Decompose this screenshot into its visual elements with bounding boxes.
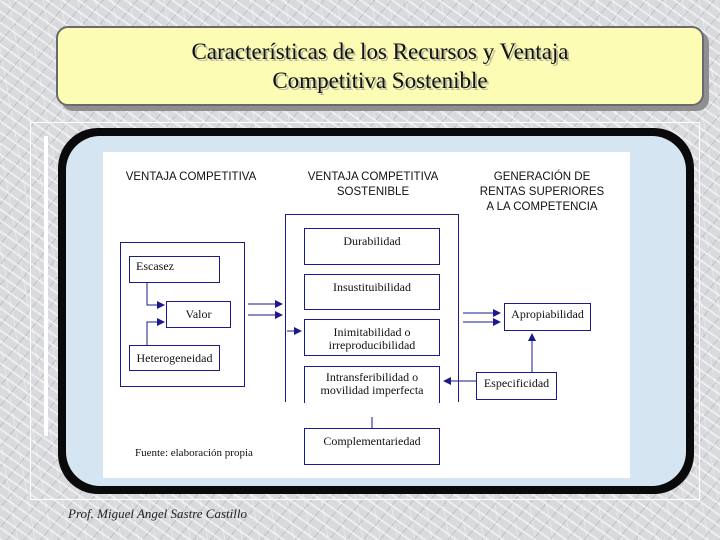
intransferibilidad-line1: Intransferibilidad o bbox=[325, 370, 419, 384]
heterogeneidad-label: Heterogeneidad bbox=[136, 350, 213, 365]
durabilidad-label: Durabilidad bbox=[343, 234, 401, 248]
slide-title-line-2: Competitiva Sostenible bbox=[272, 68, 488, 93]
intransferibilidad-line2: movilidad imperfecta bbox=[320, 383, 424, 397]
slide-footer-author: Prof. Miguel Angel Sastre Castillo bbox=[68, 506, 247, 521]
escasez-label: Escasez bbox=[136, 259, 174, 273]
header-col2-line1: VENTAJA COMPETITIVA bbox=[307, 171, 439, 183]
arrow-heterogeneidad-to-valor bbox=[147, 322, 164, 345]
complementariedad-label: Complementariedad bbox=[323, 434, 421, 448]
header-col1-text: VENTAJA COMPETITIVA bbox=[125, 171, 257, 183]
apropiabilidad-label: Apropiabilidad bbox=[511, 307, 584, 321]
header-col3-line3: A LA COMPETENCIA bbox=[486, 201, 598, 213]
especificidad-label: Especificidad bbox=[483, 376, 550, 390]
header-col2-line2: SOSTENIBLE bbox=[336, 186, 410, 198]
insustituibilidad-label: Insustituibilidad bbox=[333, 280, 411, 294]
inimitabilidad-line1: Inimitabilidad o bbox=[333, 325, 411, 339]
header-col3-line2: RENTAS SUPERIORES bbox=[479, 186, 605, 198]
inimitabilidad-line2: irreproducibilidad bbox=[328, 338, 416, 352]
arrow-escasez-to-valor bbox=[147, 283, 164, 305]
header-col3-line1: GENERACIÓN DE bbox=[493, 171, 591, 183]
valor-label: Valor bbox=[185, 307, 212, 321]
slide-title-line-1: Características de los Recursos y Ventaja bbox=[191, 39, 569, 64]
source-note: Fuente: elaboración propia bbox=[135, 447, 253, 459]
